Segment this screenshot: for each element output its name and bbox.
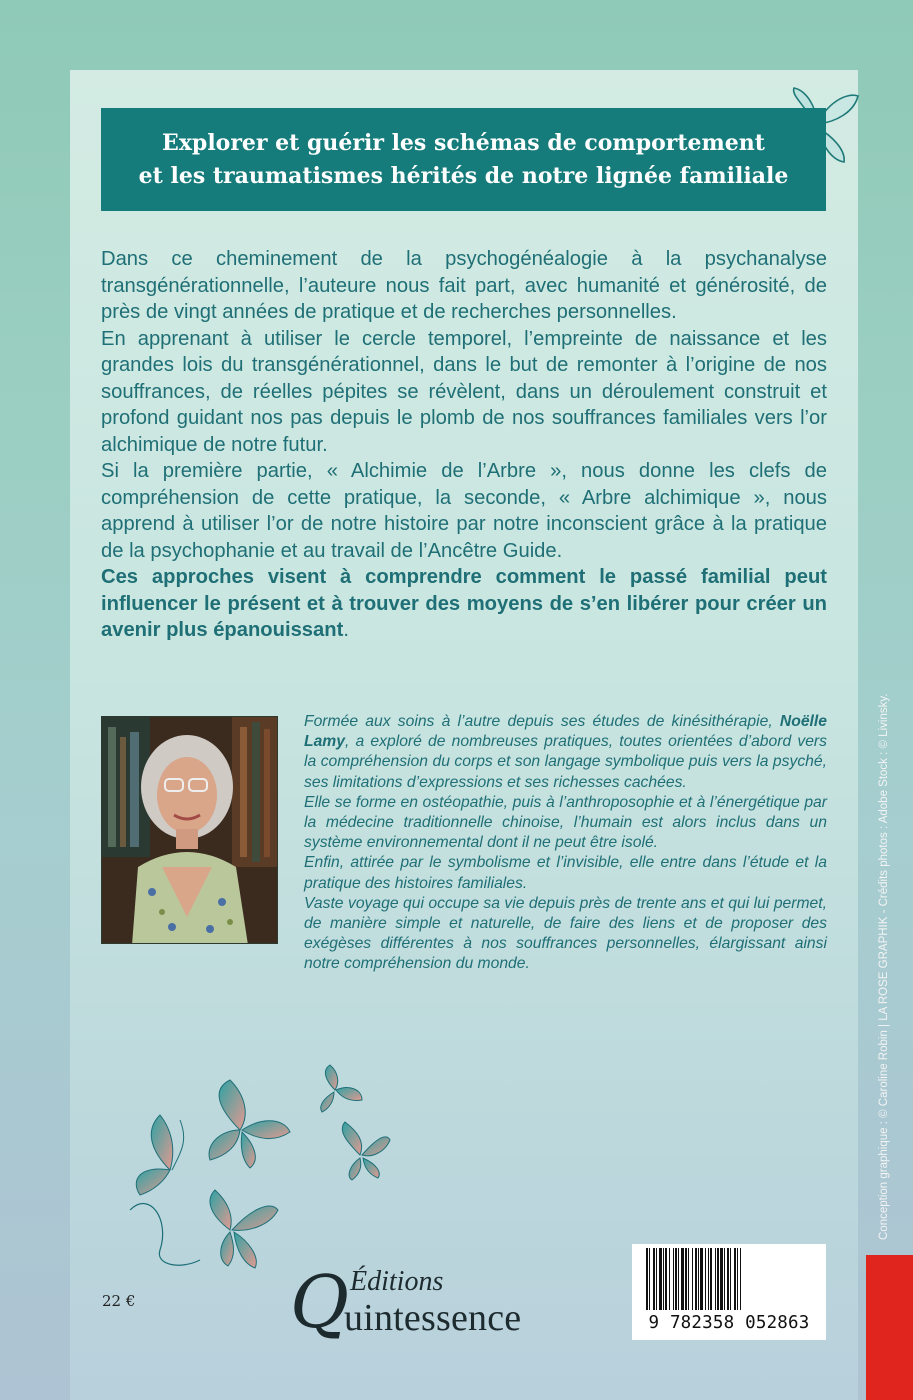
barcode-bar [692, 1248, 693, 1310]
barcode-bar [715, 1248, 716, 1310]
barcode-bar [740, 1248, 741, 1310]
author-photo [101, 716, 278, 944]
barcode-bar [675, 1248, 677, 1310]
barcode-bar [710, 1248, 712, 1310]
barcode-bars [632, 1244, 826, 1316]
photo-credits: Conception graphique : © Caroline Robin | LA ROSE GRAPHIK - Crédits photos : Adobe Stock : © Livinsky. [878, 693, 890, 1240]
isbn-number: 9 782358 052863 [648, 1313, 810, 1333]
barcode-bar [717, 1248, 719, 1310]
barcode-bar [685, 1248, 687, 1310]
bio-paragraph-4: Vaste voyage qui occupe sa vie depuis près de trente ans et qui lui permet, de manière simple et naturelle, de faire des liens et de proposer des exégèses différentes à nos souffrances personnelles, élargissant ainsi notre compréhension du monde. [304, 894, 827, 973]
barcode-bar [705, 1248, 706, 1310]
barcode-bar [681, 1248, 684, 1310]
barcode-bar [659, 1248, 662, 1310]
barcode-bar [695, 1248, 697, 1310]
barcode-bar [727, 1248, 729, 1310]
bio-paragraph-3: Enfin, attirée par le symbolisme et l’invisible, elle entre dans l’étude et la pratique des histoires familiales. [304, 854, 827, 892]
author-name: Noëlle Lamy [304, 713, 827, 751]
barcode-bar [700, 1248, 703, 1310]
barcode-bar [708, 1248, 709, 1310]
barcode-bar [663, 1248, 664, 1310]
book-description [101, 246, 827, 644]
author-bio [304, 712, 827, 975]
bio-paragraph-1 [304, 712, 827, 793]
barcode-bar [734, 1248, 736, 1310]
barcode-bar [737, 1248, 738, 1310]
description-paragraph-4 [101, 564, 827, 644]
bio-paragraph-2: Elle se forme en ostéopathie, puis à l’anthroposophie et à l’énergétique par la médecine traditionnelle chinoise, l’humain est alors inclus dans un système environnemental dont il ne peut être isolé. [304, 793, 827, 852]
description-paragraph-1: Dans ce cheminement de la psychogénéalogie à la psychanalyse transgénérationnelle, l’auteure nous fait part, avec humanité et générosité, de près de vingt années de pratique et de recherches personnelles. [101, 248, 827, 323]
butterflies-illustration [110, 1060, 400, 1280]
bio-intro-rest: , a exploré de nombreuses pratiques, toutes orientées d’abord vers la compréhension du corps et son langage symbolique puis vers la psyché, ses limitations d’expressions et ses richesses cachées. [304, 733, 827, 791]
barcode-bar [730, 1248, 731, 1310]
bio-intro: Formée aux soins à l’autre depuis ses études de kinésithérapie, [304, 713, 773, 730]
barcode-bar [673, 1248, 674, 1310]
banner-line-1: Explorer et guérir les schémas de comportement [162, 129, 765, 156]
description-paragraph-3: Si la première partie, « Alchimie de l’Arbre », nous donne les clefs de compréhension de cette pratique, la seconde, « Arbre alchimique », nous apprend à utiliser l’or de notre histoire par notre inconscient grâce à la pratique de la psychophanie et au travail de l’Ancêtre Guide. [101, 460, 827, 562]
publisher-line-2: uintessence [344, 1297, 522, 1339]
barcode-bar [649, 1248, 650, 1310]
barcode-bar [698, 1248, 699, 1310]
publisher-initial: Q [290, 1260, 350, 1344]
barcode-bar [688, 1248, 689, 1310]
description-paragraph-2: En apprenant à utiliser le cercle temporel, l’empreinte de naissance et les grandes lois du transgénérationnel, dans le but de remonter à l’origine de nos souffrances, de réelles pépites se révèlent, dans un déroulement construit et profond guidant nos pas depuis le plomb de nos souffrances familiales vers l’or alchimique de notre futur. [101, 327, 827, 456]
barcode-bar [669, 1248, 670, 1310]
barcode-bar [653, 1248, 655, 1310]
barcode-bar [656, 1248, 657, 1310]
spine-red-bar [866, 1255, 913, 1400]
title-banner [101, 108, 826, 211]
barcode-bar [720, 1248, 723, 1310]
barcode-bar [724, 1248, 725, 1310]
publisher-logo [290, 1262, 580, 1344]
price: 22 € [102, 1292, 136, 1310]
banner-line-2: et les traumatismes hérités de notre lignée familiale [138, 162, 789, 189]
description-bold-text: Ces approches visent à comprendre comment le passé familial peut influencer le présent et à trouver des moyens de s’en libérer pour créer un avenir plus épanouissant [101, 566, 827, 641]
barcode-bar [678, 1248, 679, 1310]
barcode-bar [665, 1248, 667, 1310]
publisher-line-1: Éditions [350, 1266, 444, 1297]
description-period: . [343, 619, 349, 641]
barcode-bar [646, 1248, 648, 1310]
